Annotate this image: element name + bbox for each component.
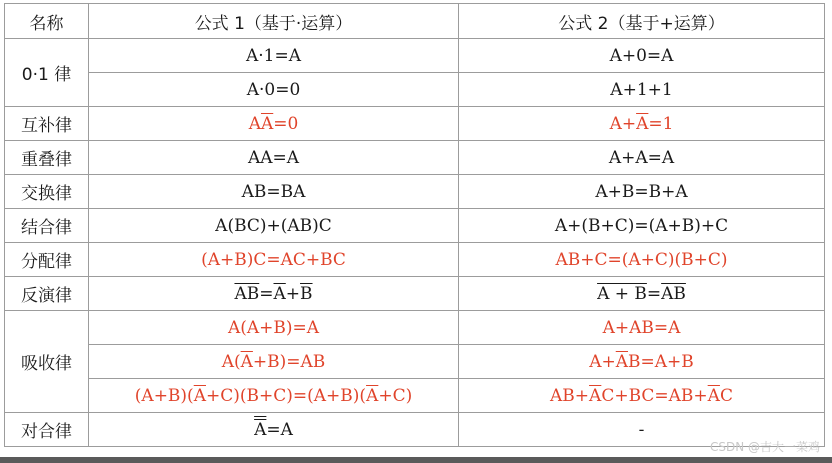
formula-part-negated: $\overline{A}$ xyxy=(273,283,286,304)
table-row xyxy=(5,413,825,447)
formula-part-negated: $\overline{A}$ xyxy=(260,113,274,134)
formula-part-negated: $\overline{A}$ xyxy=(193,385,206,406)
law-name-01: 0·1 律 xyxy=(5,39,89,107)
formula-part-negated: $\overline{A}$ xyxy=(240,351,253,372)
law-name-commutative: 交换律 xyxy=(5,175,89,209)
formula-part: =A xyxy=(266,419,293,440)
formula-part: = xyxy=(259,283,274,304)
formula-part-negated: $\overline{A}$ xyxy=(636,113,649,134)
formula-part-negated: $\overline{B}$ xyxy=(300,283,313,304)
formula-cell: A·1=A xyxy=(89,39,459,73)
formula-part: =0 xyxy=(273,113,299,134)
formula-part-double-negated: A xyxy=(254,419,267,440)
table-row xyxy=(5,379,825,413)
formula-part: +B)=AB xyxy=(252,351,326,372)
formula-cell: - xyxy=(459,413,825,447)
formula-cell xyxy=(89,345,459,379)
formula-cell: A(A+B)=A xyxy=(89,311,459,345)
table-row xyxy=(5,39,825,73)
formula-part: A+ xyxy=(589,351,616,372)
header-formula-2: 公式 2（基于+运算） xyxy=(459,4,825,39)
table-row xyxy=(5,175,825,209)
header-formula-1: 公式 1（基于·运算） xyxy=(89,4,459,39)
formula-part: +C) xyxy=(378,385,413,406)
formula-part-negated: $\overline{A}$ xyxy=(707,385,720,406)
formula-part: =1 xyxy=(648,113,674,134)
formula-part: (A+B)( xyxy=(134,385,194,406)
formula-part-negated: $\overline{AB}$ xyxy=(661,283,686,304)
formula-part-negated: A + B xyxy=(597,283,647,304)
formula-part-negated: $\overline{A}$ xyxy=(589,385,602,406)
formula-part: = xyxy=(646,283,662,304)
formula-cell xyxy=(89,277,459,311)
watermark: CSDN @吉大一菜鸡 xyxy=(709,440,820,454)
formula-cell: A+AB=A xyxy=(459,311,825,345)
formula-part: + xyxy=(285,283,301,304)
boolean-law-table xyxy=(4,3,825,447)
law-name-demorgan: 反演律 xyxy=(5,277,89,311)
table-row xyxy=(5,107,825,141)
formula-cell xyxy=(459,345,825,379)
header-name: 名称 xyxy=(5,4,89,39)
formula-part-negated: $\overline{A}$ xyxy=(615,351,629,372)
table-row xyxy=(5,277,825,311)
table-row xyxy=(5,345,825,379)
formula-cell: AB=BA xyxy=(89,175,459,209)
formula-cell xyxy=(459,379,825,413)
table-row xyxy=(5,73,825,107)
formula-cell xyxy=(459,277,825,311)
table-row xyxy=(5,311,825,345)
table-row xyxy=(5,141,825,175)
formula-part-negated: $\overline{AB}$ xyxy=(234,283,260,304)
table-row xyxy=(5,209,825,243)
formula-part: A xyxy=(248,113,261,134)
formula-cell xyxy=(89,107,459,141)
formula-cell: A+(B+C)=(A+B)+C xyxy=(459,209,825,243)
law-name-involution: 对合律 xyxy=(5,413,89,447)
law-name-absorption: 吸收律 xyxy=(5,311,89,413)
formula-part: A+ xyxy=(609,113,637,134)
formula-cell: A+B=B+A xyxy=(459,175,825,209)
formula-cell xyxy=(459,107,825,141)
formula-cell: AB+C=(A+C)(B+C) xyxy=(459,243,825,277)
formula-part: +C)(B+C)=(A+B)( xyxy=(205,385,367,406)
formula-cell: A·0=0 xyxy=(89,73,459,107)
formula-cell: A+A=A xyxy=(459,141,825,175)
formula-cell: (A+B)C=AC+BC xyxy=(89,243,459,277)
header-row xyxy=(5,4,825,39)
formula-part: B=A+B xyxy=(628,351,694,372)
formula-part: AB+ xyxy=(550,385,590,406)
table-row xyxy=(5,243,825,277)
bottom-scrollbar[interactable] xyxy=(0,457,832,463)
formula-part-negated: $\overline{A}$ xyxy=(366,385,379,406)
formula-cell xyxy=(89,379,459,413)
formula-part: C xyxy=(719,385,733,406)
formula-part: C+BC=AB+ xyxy=(601,385,708,406)
law-name-associative: 结合律 xyxy=(5,209,89,243)
formula-cell: A+1+1 xyxy=(459,73,825,107)
formula-cell xyxy=(89,413,459,447)
law-name-idempotent: 重叠律 xyxy=(5,141,89,175)
formula-part: A( xyxy=(221,351,241,372)
law-name-complement: 互补律 xyxy=(5,107,89,141)
formula-cell: A+0=A xyxy=(459,39,825,73)
formula-cell: A(BC)+(AB)C xyxy=(89,209,459,243)
law-name-distributive: 分配律 xyxy=(5,243,89,277)
formula-cell: AA=A xyxy=(89,141,459,175)
